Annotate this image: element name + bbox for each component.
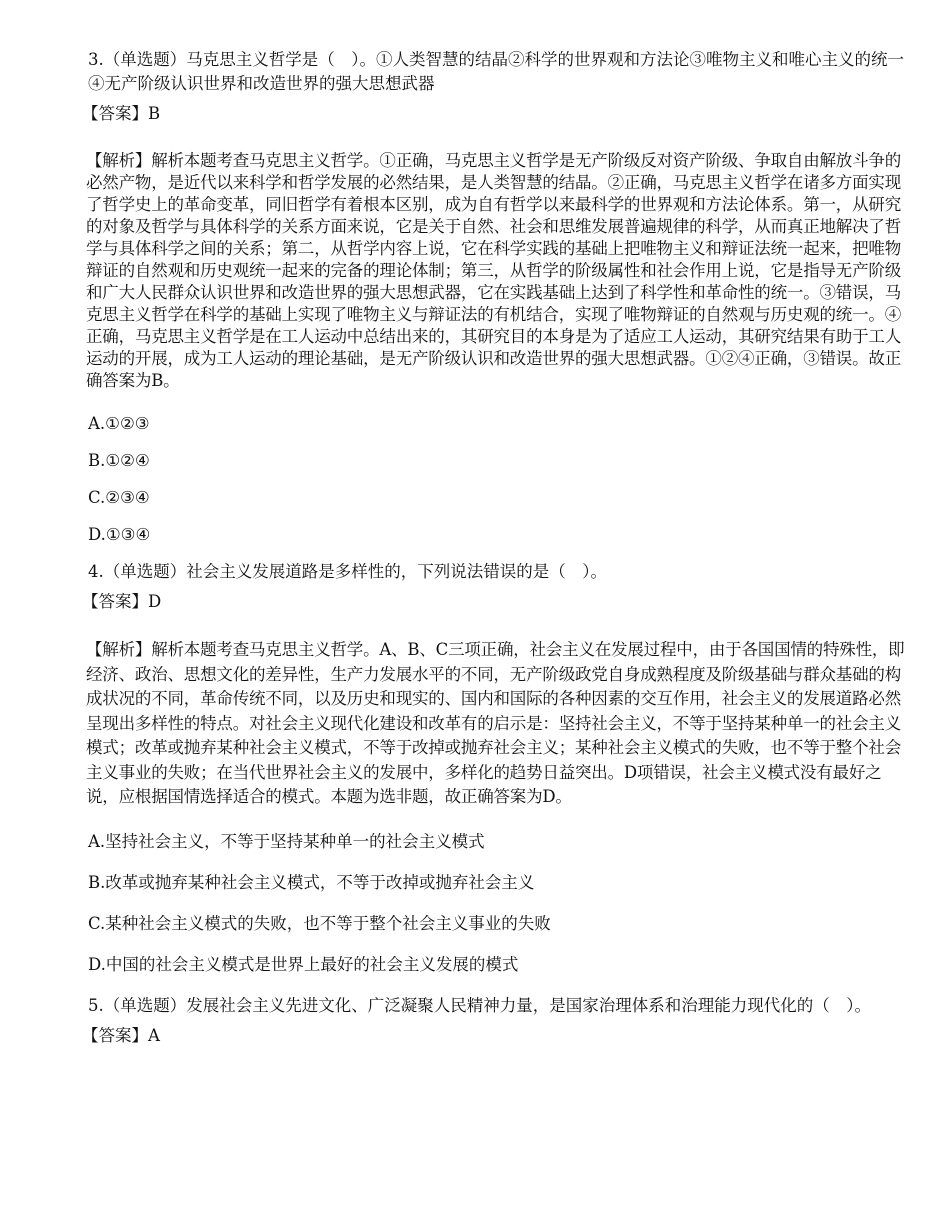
options-list xyxy=(88,830,906,977)
answer-label: 【答案】A xyxy=(82,1025,160,1045)
question-title: 3.（单选题）马克思主义哲学是（ ）。①人类智慧的结晶②科学的世界观和方法论③唯物主义和唯心主义的统一④无产阶级认识世界和改造世界的强大思想武器 xyxy=(88,50,904,93)
option-d: D.①③④ xyxy=(88,525,151,544)
document-page xyxy=(82,48,906,1048)
option-d: D.中国的社会主义模式是世界上最好的社会主义发展的模式 xyxy=(88,954,519,974)
question-5 xyxy=(82,994,906,1048)
option-b: B.改革或抛弃某种社会主义模式，不等于改掉或抛弃社会主义 xyxy=(88,872,535,892)
option-a: A.①②③ xyxy=(88,414,150,433)
option-c: C.②③④ xyxy=(88,488,150,507)
option-a: A.坚持社会主义，不等于坚持某种单一的社会主义模式 xyxy=(88,831,485,851)
explanation-text: 【解析】解析本题考查马克思主义哲学。①正确，马克思主义哲学是无产阶级反对资产阶级、争取自由解放斗争的必然产物，是近代以来科学和哲学发展的必然结果，是人类智慧的结晶。②正确，马克思主义哲学在诸多方面实现了哲学史上的革命变革，同旧哲学有着根本区别，成为自有哲学以来最科学的世界观和方法论体系。第一，从研究的对象及哲学与具体科学的关系方面来说，它是关于自然、社会和思维发展普遍规律的科学，从而真正地解决了哲学与具体科学之间的关系；第二，从哲学内容上说，它在科学实践的基础上把唯物主义和辩证法统一起来，把唯物辩证的自然观和历史观统一起来的完备的理论体制；第三，从哲学的阶级属性和社会作用上说，它是指导无产阶级和广大人民群众认识世界和改造世界的强大思想武器，它在实践基础上达到了科学性和革命性的统一。③错误，马克思主义哲学在科学的基础上实现了唯物主义与辩证法的有机结合，实现了唯物辩证的自然观与历史观的统一。④正确，马克思主义哲学是在工人运动中总结出来的，其研究目的本身是为了适应工人运动，其研究结果有助于工人运动的开展，成为工人运动的理论基础，是无产阶级认识和改造世界的强大思想武器。①②④正确，③错误。故正确答案为B。 xyxy=(86,151,902,390)
question-title: 5.（单选题）发展社会主义先进文化、广泛凝聚人民精神力量，是国家治理体系和治理能力现代化的（ ）。 xyxy=(88,995,871,1015)
question-title: 4.（单选题）社会主义发展道路是多样性的，下列说法错误的是（ ）。 xyxy=(88,562,607,581)
explanation-text: 【解析】解析本题考查马克思主义哲学。A、B、C三项正确，社会主义在发展过程中，由于各国国情的特殊性，即经济、政治、思想文化的差异性，生产力发展水平的不同，无产阶级政党自身成熟程度及阶级基础与群众基础的构成状况的不同，革命传统不同，以及历史和现实的、国内和国际的各种因素的交互作用，社会主义的发展道路必然呈现出多样性的特点。对社会主义现代化建设和改革有的启示是：坚持社会主义，不等于坚持某种单一的社会主义模式；改革或抛弃某种社会主义模式，不等于改掉或抛弃社会主义；某种社会主义模式的失败，也不等于整个社会主义事业的失败；在当代世界社会主义的发展中，多样化的趋势日益突出。D项错误，社会主义模式没有最好之说，应根据国情选择适合的模式。本题为选非题，故正确答案为D。 xyxy=(86,640,905,806)
answer-label: 【答案】B xyxy=(82,104,161,123)
options-list xyxy=(88,412,906,547)
option-c: C.某种社会主义模式的失败，也不等于整个社会主义事业的失败 xyxy=(88,913,551,933)
answer-label: 【答案】D xyxy=(82,592,162,611)
question-3 xyxy=(82,48,906,547)
question-4 xyxy=(82,560,906,977)
option-b: B.①②④ xyxy=(88,451,150,470)
